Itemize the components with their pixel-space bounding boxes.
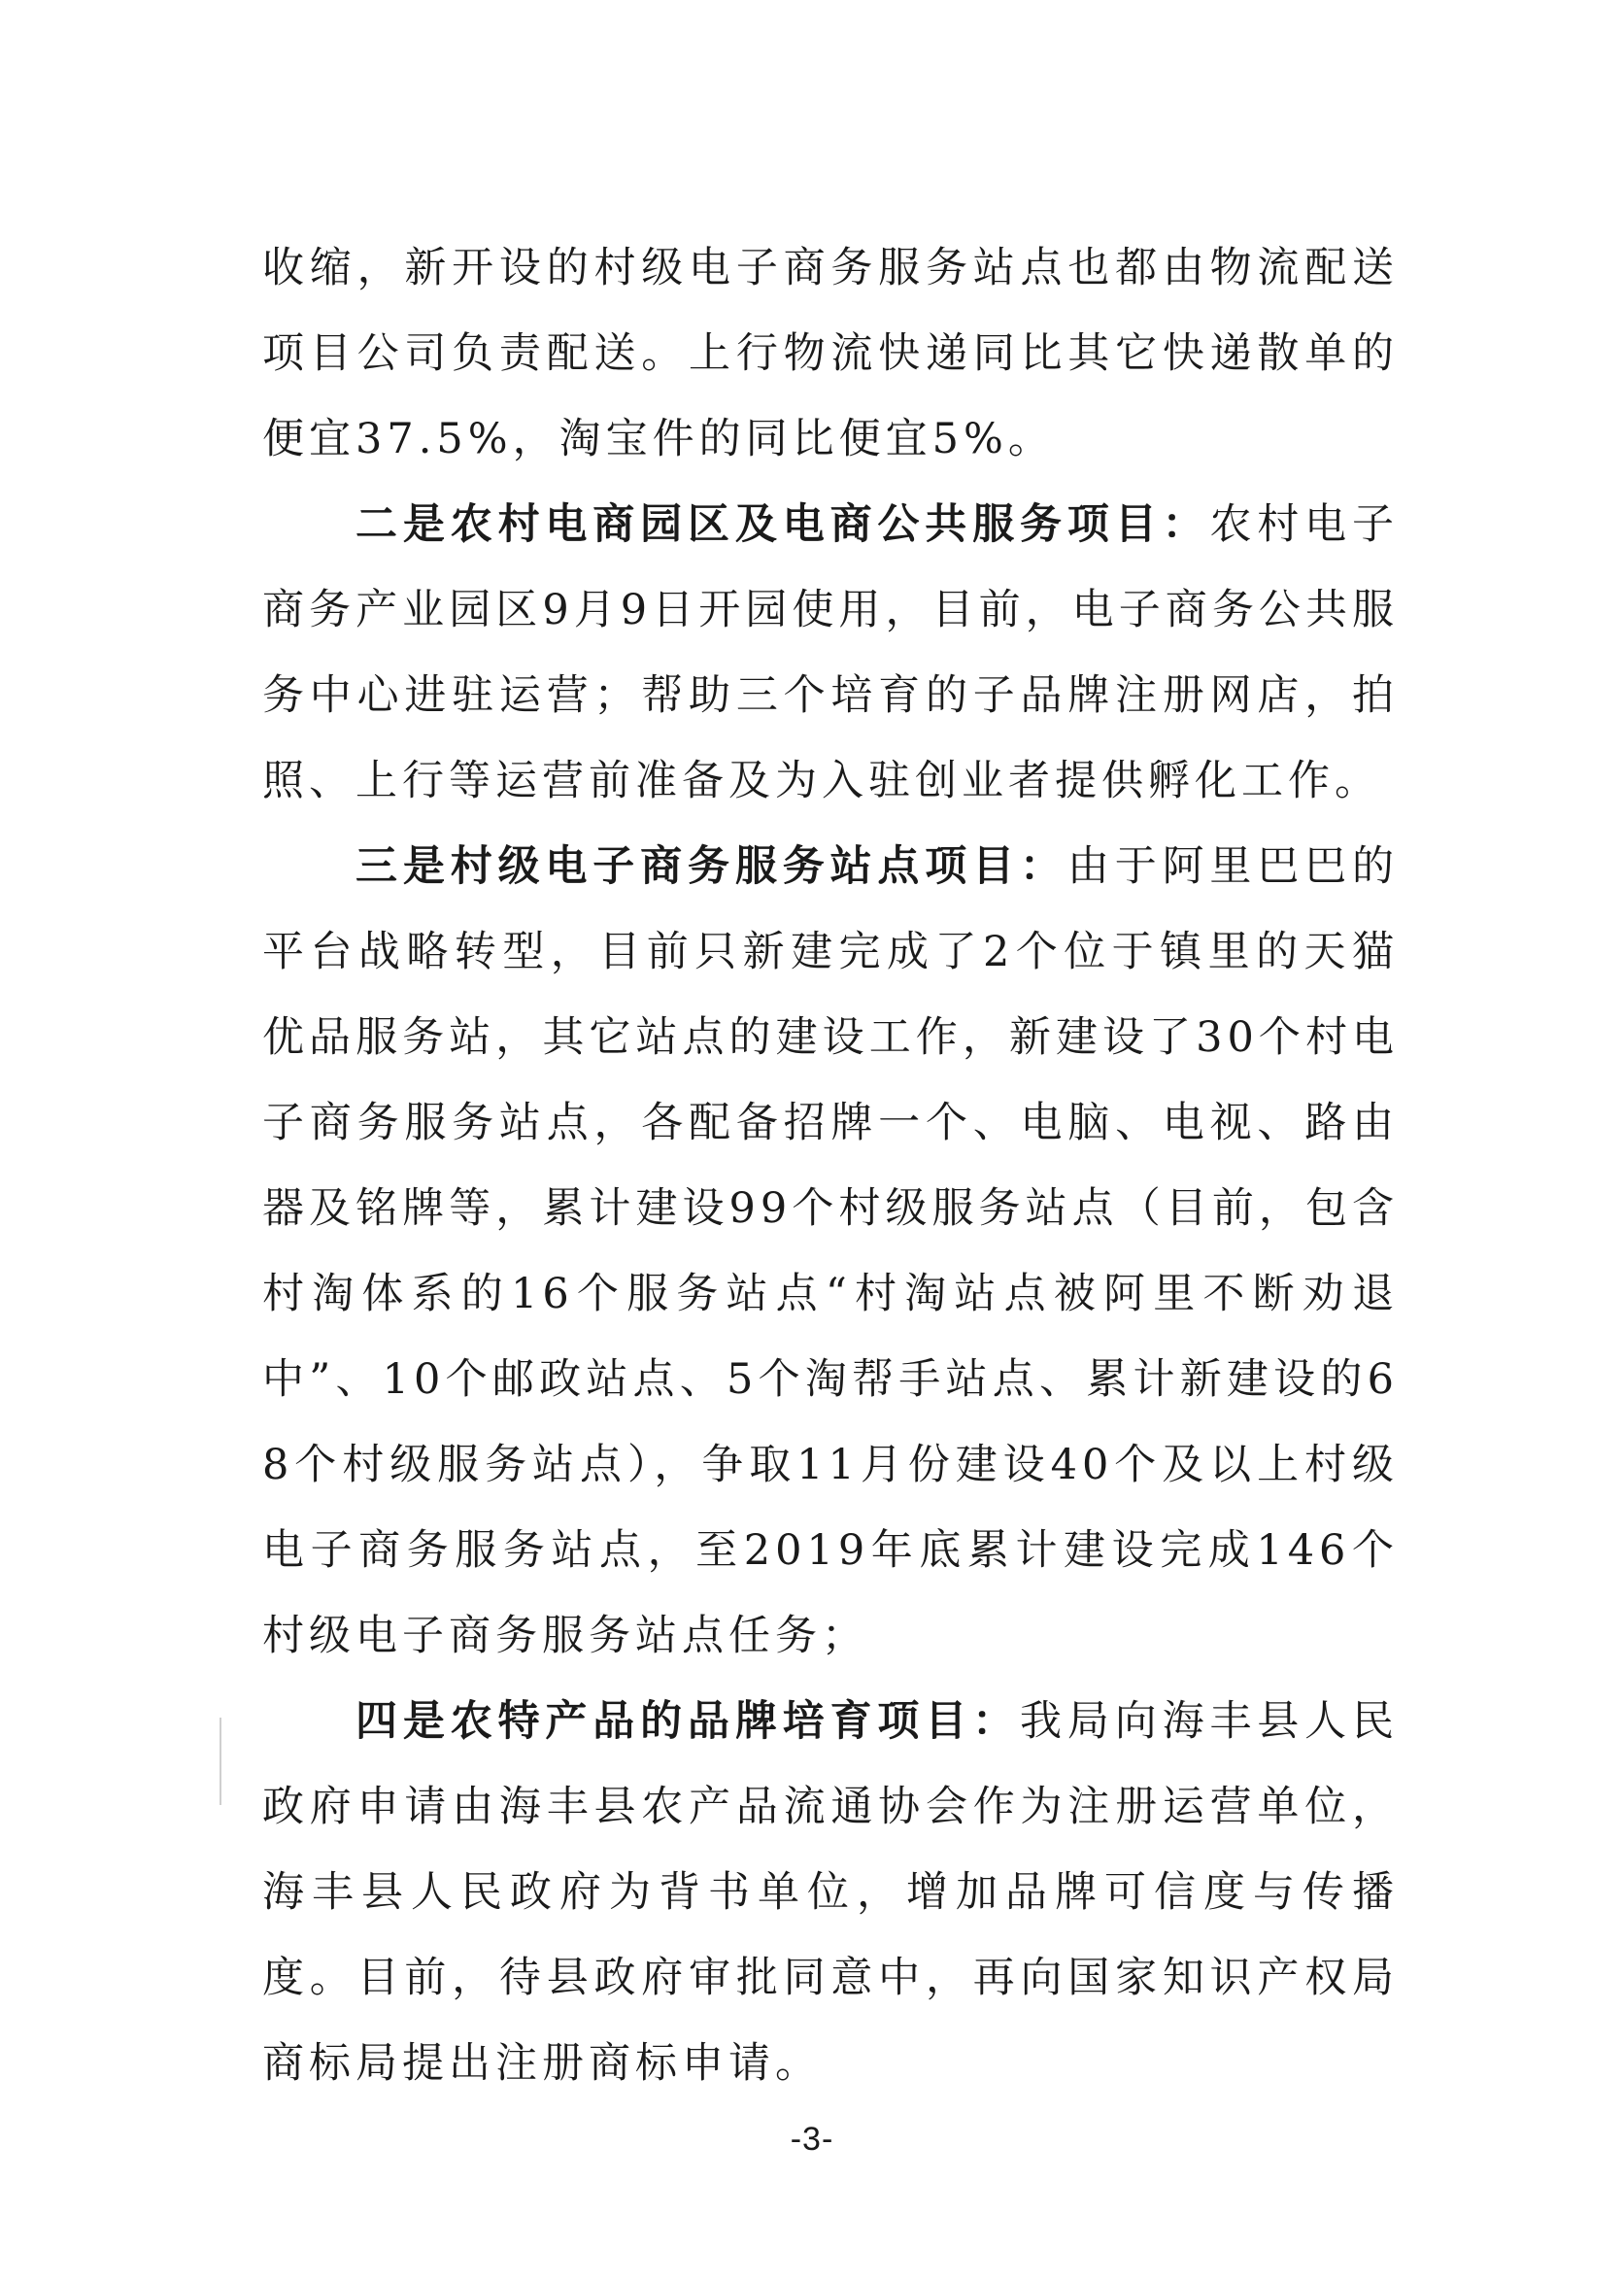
paragraph-ecommerce-park: [262, 482, 1399, 824]
paragraph-text: 农村电子商务产业园区9月9日开园使用，目前，电子商务公共服务中心进驻运营；帮助三个培育的子品牌注册网店，拍照、上行等运营前准备及为入驻创业者提供孵化工作。: [262, 500, 1400, 805]
paragraph-text: 我局向海丰县人民政府申请由海丰县农产品流通协会作为注册运营单位，海丰县人民政府为背书单位，增加品牌可信度与传播度。目前，待县政府审批同意中，再向国家知识产权局商标局提出注册商标申请。: [262, 1697, 1400, 2088]
paragraph-logistics-continued: [262, 225, 1399, 482]
paragraph-brand-cultivation: [262, 1679, 1399, 2106]
page-number: -3-: [790, 2121, 834, 2158]
paragraph-text: 由于阿里巴巴的平台战略转型，目前只新建完成了2个位于镇里的天猫优品服务站，其它站点的建设工作，新建设了30个村电子商务服务站点，各配备招牌一个、电脑、电视、路由器及铭牌等，累计建设99个村级服务站点（目前，包含村淘体系的16个服务站点“村淘站点被阿里不断劝退中”、10个邮政站点、5个淘帮手站点、累计新建设的68个村级服务站点），争取11月份建设40个及以上村级电子商务服务站点，至2019年底累计建设完成146个村级电子商务服务站点任务；: [262, 842, 1400, 1660]
paragraph-text: 收缩，新开设的村级电子商务服务站点也都由物流配送项目公司负责配送。上行物流快递同比其它快递散单的便宜37.5%，淘宝件的同比便宜5%。: [262, 244, 1399, 463]
paragraph-lead: 二是农村电商园区及电商公共服务项目：: [355, 500, 1210, 549]
paragraph-lead: 三是村级电子商务服务站点项目：: [355, 842, 1067, 891]
scan-artifact-line: [220, 1718, 221, 1805]
paragraph-village-stations: [262, 824, 1399, 1679]
body-text: [262, 225, 1399, 2106]
paragraph-lead: 四是农特产品的品牌培育项目：: [355, 1697, 1020, 1746]
